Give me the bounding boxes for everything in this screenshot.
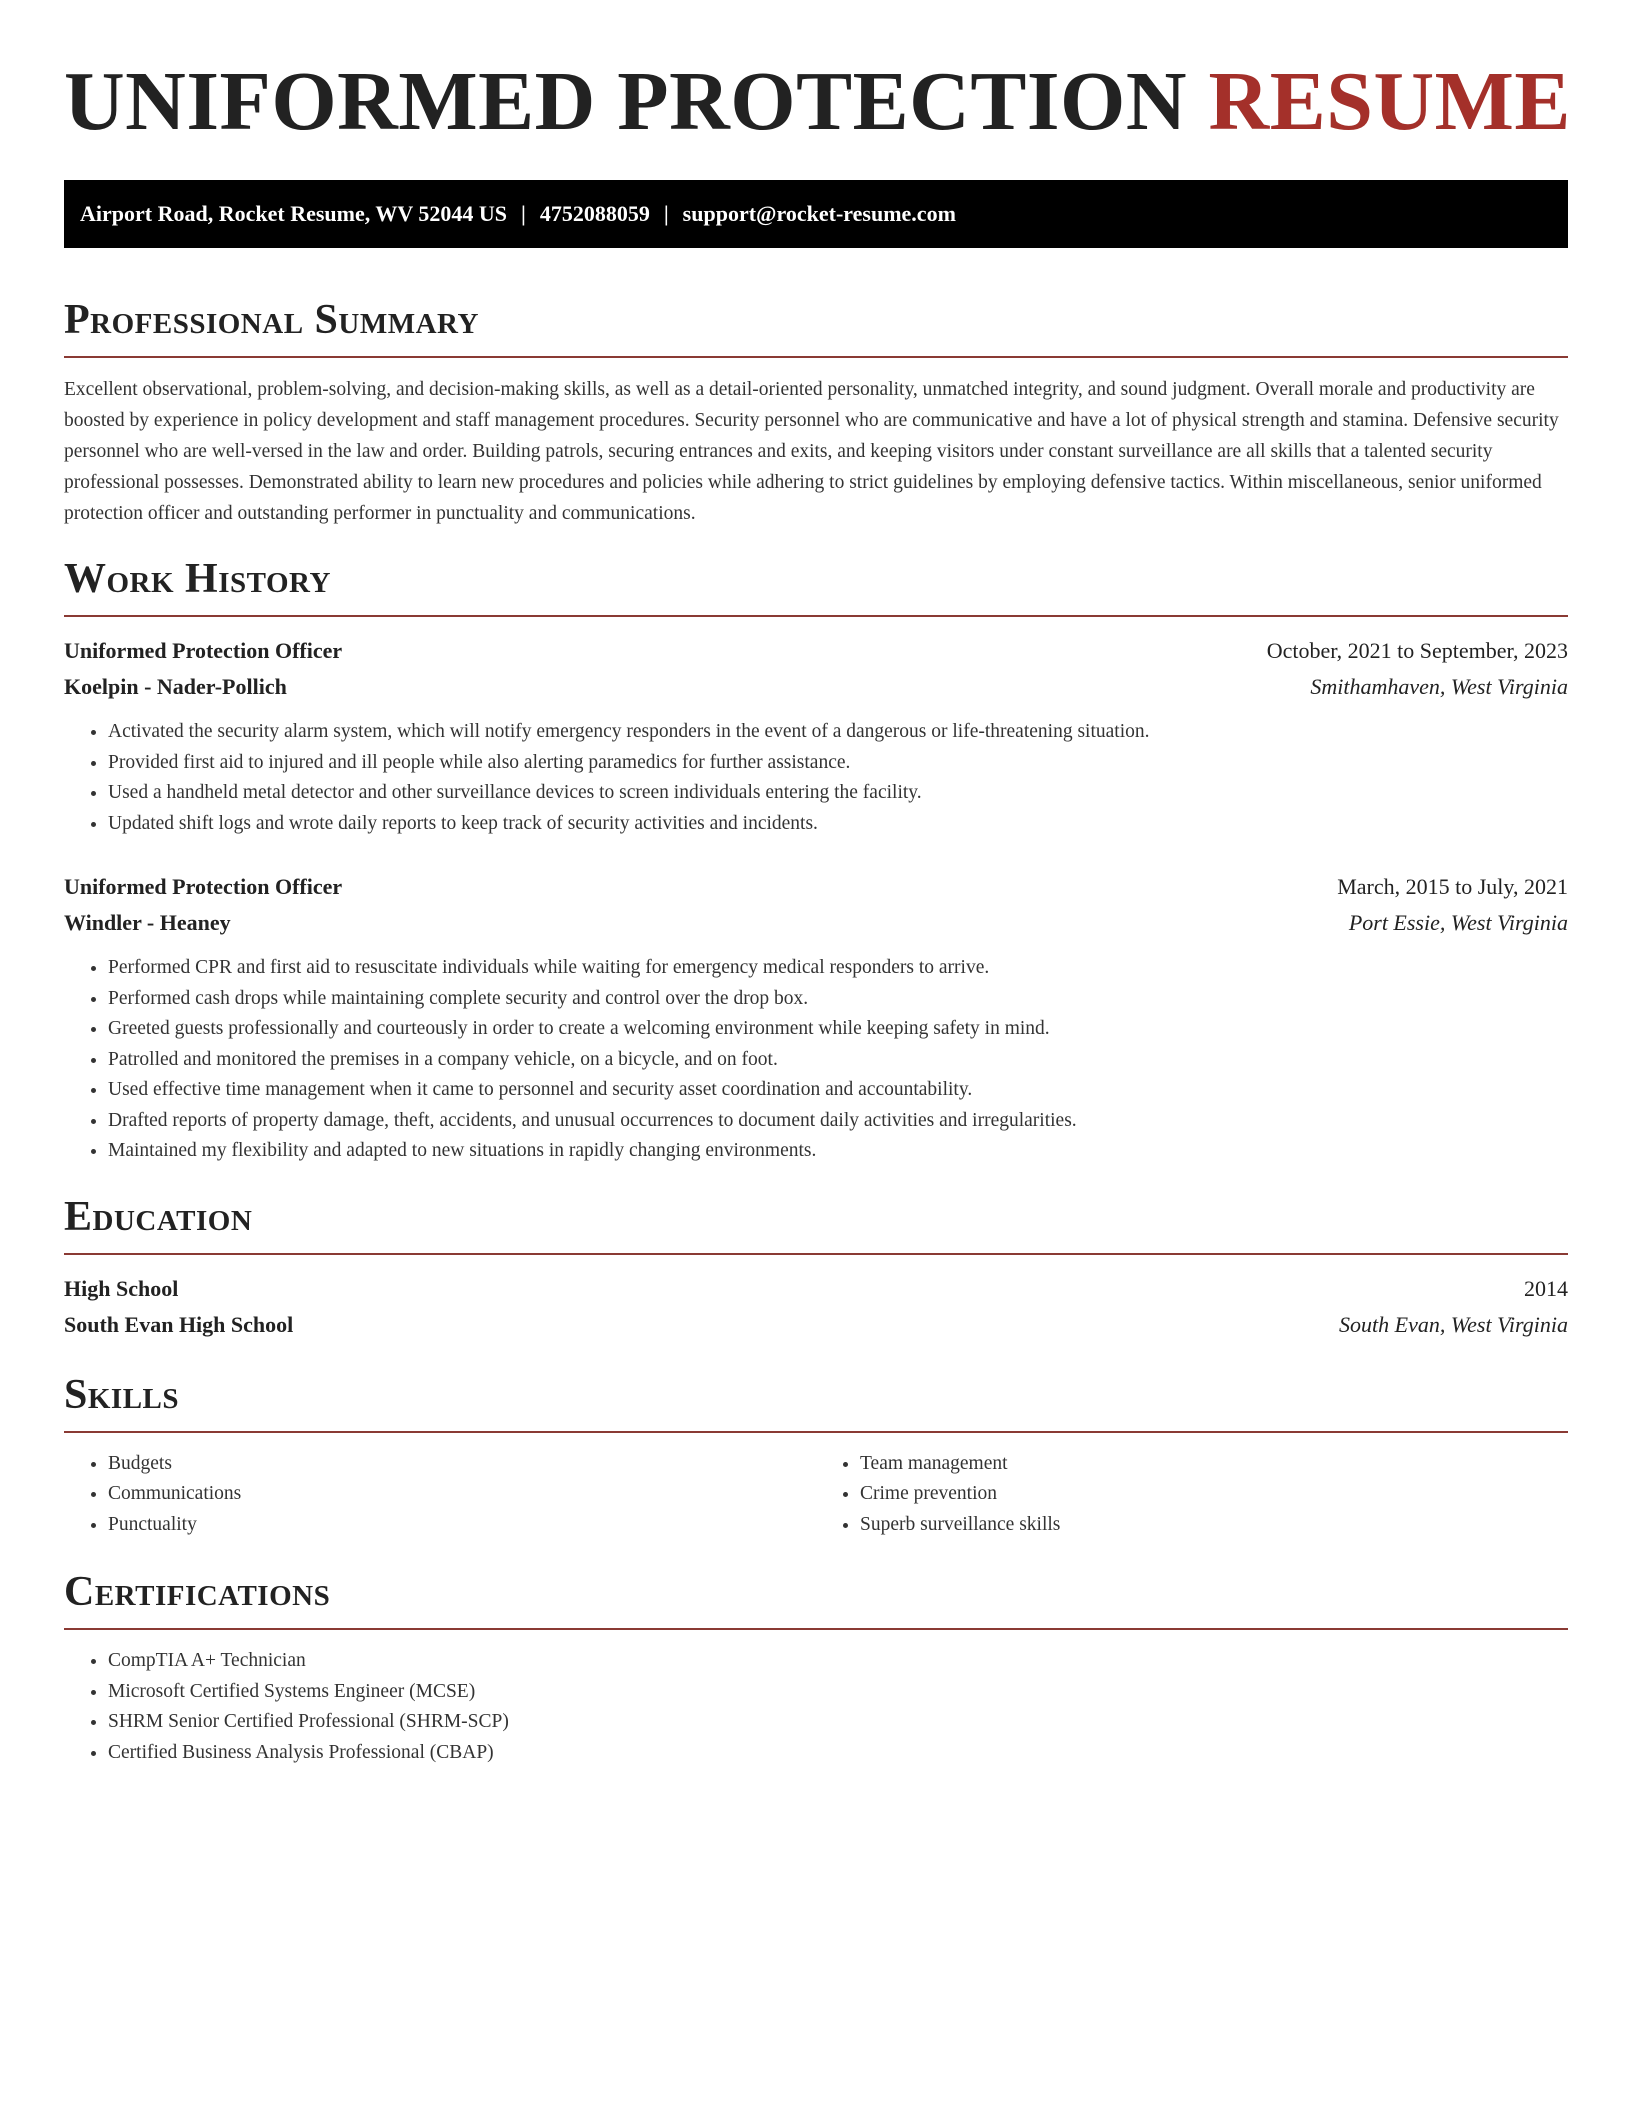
skill-item: • Budgets (108, 1449, 816, 1480)
education-degree: High School (64, 1275, 179, 1301)
skill-item: • Communications (108, 1479, 816, 1510)
job-duty: • Used effective time management when it came to personnel and security asset coordination and accountability. (108, 1075, 1568, 1106)
job-duty: • Drafted reports of property damage, theft, accidents, and unusual occurrences to document daily activities and irregularities. (108, 1106, 1568, 1137)
section-heading-certifications: Certifications (64, 1569, 331, 1615)
skill-item: • Team management (860, 1449, 1568, 1480)
certification-item: • Microsoft Certified Systems Engineer (MCSE) (108, 1677, 1568, 1708)
job-duties-list (64, 717, 1568, 839)
education-section (64, 1189, 1568, 1343)
section-heading-work-history: Work History (64, 556, 331, 602)
title-accent: RESUME (1208, 55, 1571, 148)
job-dates: October, 2021 to September, 2023 (1266, 638, 1568, 663)
work-history-section (64, 551, 1568, 1167)
contact-separator: | (520, 201, 526, 226)
job-company: Windler - Heaney (64, 910, 231, 935)
summary-text: Excellent observational, problem-solving, and decision-making skills, as well as a detail-oriented personality, unmatched integrity, and sound judgment. Overall morale and productivity are boosted by experience in policy development and staff management procedures. Security personnel who are communicative and have a lot of physical strength and stamina. Defensive security personnel who are well-versed in the law and order. Building patrols, securing entrances and exits, and keeping visitors under constant surveillance are all skills that a talented security professional possesses. Demonstrated ability to learn new procedures and policies while adhering to strict guidelines by employing defensive tactics. Within miscellaneous, senior uniformed protection officer and outstanding performer in punctuality and communications. (64, 379, 1559, 524)
job-header-row (64, 633, 1568, 669)
job-location: Port Essie, West Virginia (1348, 910, 1568, 935)
job-duty: • Performed CPR and first aid to resuscitate individuals while waiting for emergency medical responders to arrive. (108, 953, 1568, 984)
certifications-list (64, 1646, 1568, 1768)
certification-item: • CompTIA A+ Technician (108, 1646, 1568, 1677)
job-duty: • Greeted guests professionally and courteously in order to create a welcoming environment while keeping safety in mind. (108, 1014, 1568, 1045)
section-heading-skills: Skills (64, 1371, 180, 1418)
education-location: South Evan, West Virginia (1339, 1311, 1568, 1337)
contact-bar (64, 180, 1568, 248)
job-dates: March, 2015 to July, 2021 (1337, 874, 1568, 899)
education-entry (64, 1271, 1568, 1343)
skill-item: • Punctuality (108, 1510, 816, 1541)
summary-section (64, 292, 1568, 529)
job-company-row (64, 669, 1568, 705)
section-divider (64, 356, 1568, 358)
skills-grid (64, 1449, 1568, 1541)
skills-list-right (816, 1449, 1568, 1541)
job-header-row (64, 869, 1568, 905)
job-title: Uniformed Protection Officer (64, 638, 343, 663)
job-duty: • Updated shift logs and wrote daily reports to keep track of security activities and incidents. (108, 809, 1568, 840)
certification-item: • Certified Business Analysis Professional (CBAP) (108, 1738, 1568, 1769)
section-divider (64, 1431, 1568, 1433)
education-school: South Evan High School (64, 1311, 294, 1337)
job-title: Uniformed Protection Officer (64, 874, 343, 899)
job-entry (64, 633, 1568, 839)
job-duty: • Provided first aid to injured and ill people while also alerting paramedics for further assistance. (108, 748, 1568, 779)
title-main: UNIFORMED PROTECTION (64, 55, 1188, 148)
section-heading-summary: Professional Summary (64, 297, 479, 343)
job-location: Smithamhaven, West Virginia (1310, 674, 1568, 699)
contact-email[interactable]: support@rocket-resume.com (682, 201, 956, 226)
education-year: 2014 (1524, 1275, 1568, 1301)
section-divider (64, 1628, 1568, 1630)
section-heading-education: Education (64, 1193, 253, 1240)
job-duties-list (64, 953, 1568, 1167)
resume-title (64, 52, 1571, 152)
job-duty: • Patrolled and monitored the premises in a company vehicle, on a bicycle, and on foot. (108, 1045, 1568, 1076)
job-duty: • Activated the security alarm system, which will notify emergency responders in the event of a dangerous or life-threatening situation. (108, 717, 1568, 748)
certifications-section (64, 1564, 1568, 1768)
certification-item: • SHRM Senior Certified Professional (SHRM-SCP) (108, 1707, 1568, 1738)
section-divider (64, 615, 1568, 617)
skills-section (64, 1367, 1568, 1541)
contact-separator: | (663, 201, 669, 226)
job-duty: • Used a handheld metal detector and other surveillance devices to screen individuals entering the facility. (108, 778, 1568, 809)
contact-phone[interactable]: 4752088059 (539, 201, 650, 226)
job-entry (64, 869, 1568, 1167)
job-duty: • Maintained my flexibility and adapted to new situations in rapidly changing environments. (108, 1136, 1568, 1167)
job-company: Koelpin - Nader-Pollich (64, 674, 287, 699)
job-duty: • Performed cash drops while maintaining complete security and control over the drop box. (108, 984, 1568, 1015)
skill-item: • Superb surveillance skills (860, 1510, 1568, 1541)
skill-item: • Crime prevention (860, 1479, 1568, 1510)
education-header-row (64, 1271, 1568, 1307)
skills-list-left (64, 1449, 816, 1541)
education-school-row (64, 1307, 1568, 1343)
contact-address: Airport Road, Rocket Resume, WV 52044 US (80, 201, 507, 226)
section-divider (64, 1253, 1568, 1255)
job-company-row (64, 905, 1568, 941)
